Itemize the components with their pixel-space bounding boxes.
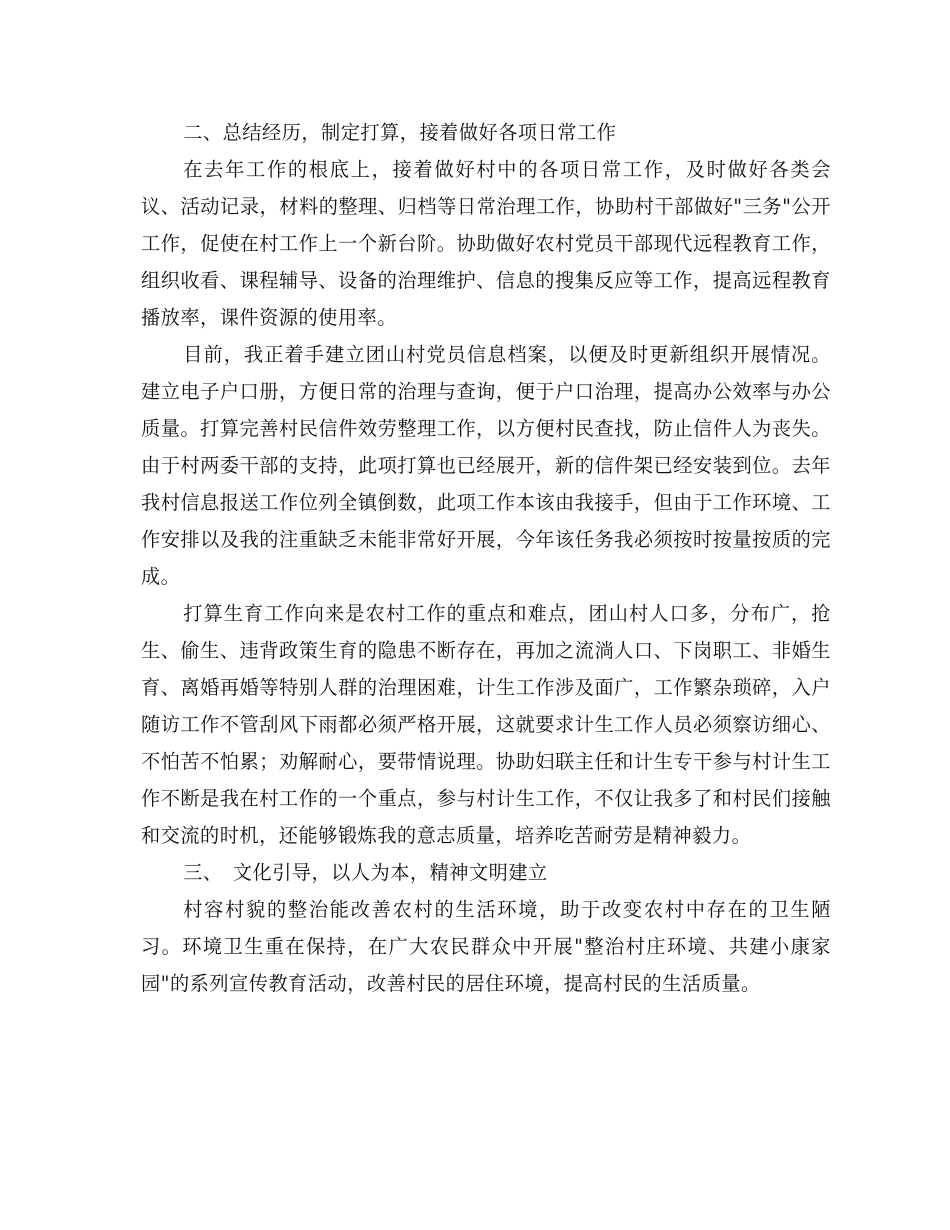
- paragraph-info-archive: 目前，我正着手建立团山村党员信息档案，以便及时更新组织开展情况。建立电子户口册，方便日常的治理与查询，便于户口治理，提高办公效率与办公质量。打算完善村民信件效劳整理工作，以方便村民查找，防止信件人为丧失。由于村两委干部的支持，此项打算也已经展开，新的信件架已经安装到位。去年我村信息报送工作位列全镇倒数，此项工作本该由我接手，但由于工作环境、工作安排以及我的注重缺乏未能非常好开展，今年该任务我必须按时按量按质的完成。: [141, 343, 831, 588]
- section-heading-2: 二、总结经历，制定打算，接着做好各项日常工作: [183, 121, 617, 144]
- section-heading-3: 三、 文化引导，以人为本，精神文明建立: [183, 861, 548, 884]
- document-body: [141, 114, 831, 1002]
- paragraph-village-appearance: 村容村貌的整治能改善农村的生活环境，助于改变农村中存在的卫生陋习。环境卫生重在保持，在广大农民群众中开展"整治村庄环境、共建小康家园"的系列宣传教育活动，改善村民的居住环境，提高村民的生活质量。: [141, 898, 831, 995]
- paragraph-family-planning: 打算生育工作向来是农村工作的重点和难点，团山村人口多，分布广，抢生、偷生、违背政策生育的隐患不断存在，再加之流淌人口、下岗职工、非婚生育、离婚再婚等特别人群的治理困难，计生工作涉及面广，工作繁杂琐碎，入户随访工作不管刮风下雨都必须严格开展，这就要求计生工作人员必须察访细心、不怕苦不怕累；劝解耐心，要带情说理。协助妇联主任和计生专干参与村计生工作不断是我在村工作的一个重点，参与村计生工作，不仅让我多了和村民们接触和交流的时机，还能够锻炼我的意志质量，培养吃苦耐劳是精神毅力。: [141, 602, 831, 847]
- paragraph-daily-work: 在去年工作的根底上，接着做好村中的各项日常工作，及时做好各类会议、活动记录，材料的整理、归档等日常治理工作，协助村干部做好"三务"公开工作，促使在村工作上一个新台阶。协助做好农村党员干部现代远程教育工作，组织收看、课程辅导、设备的治理维护、信息的搜集反应等工作，提高远程教育播放率，课件资源的使用率。: [141, 158, 831, 329]
